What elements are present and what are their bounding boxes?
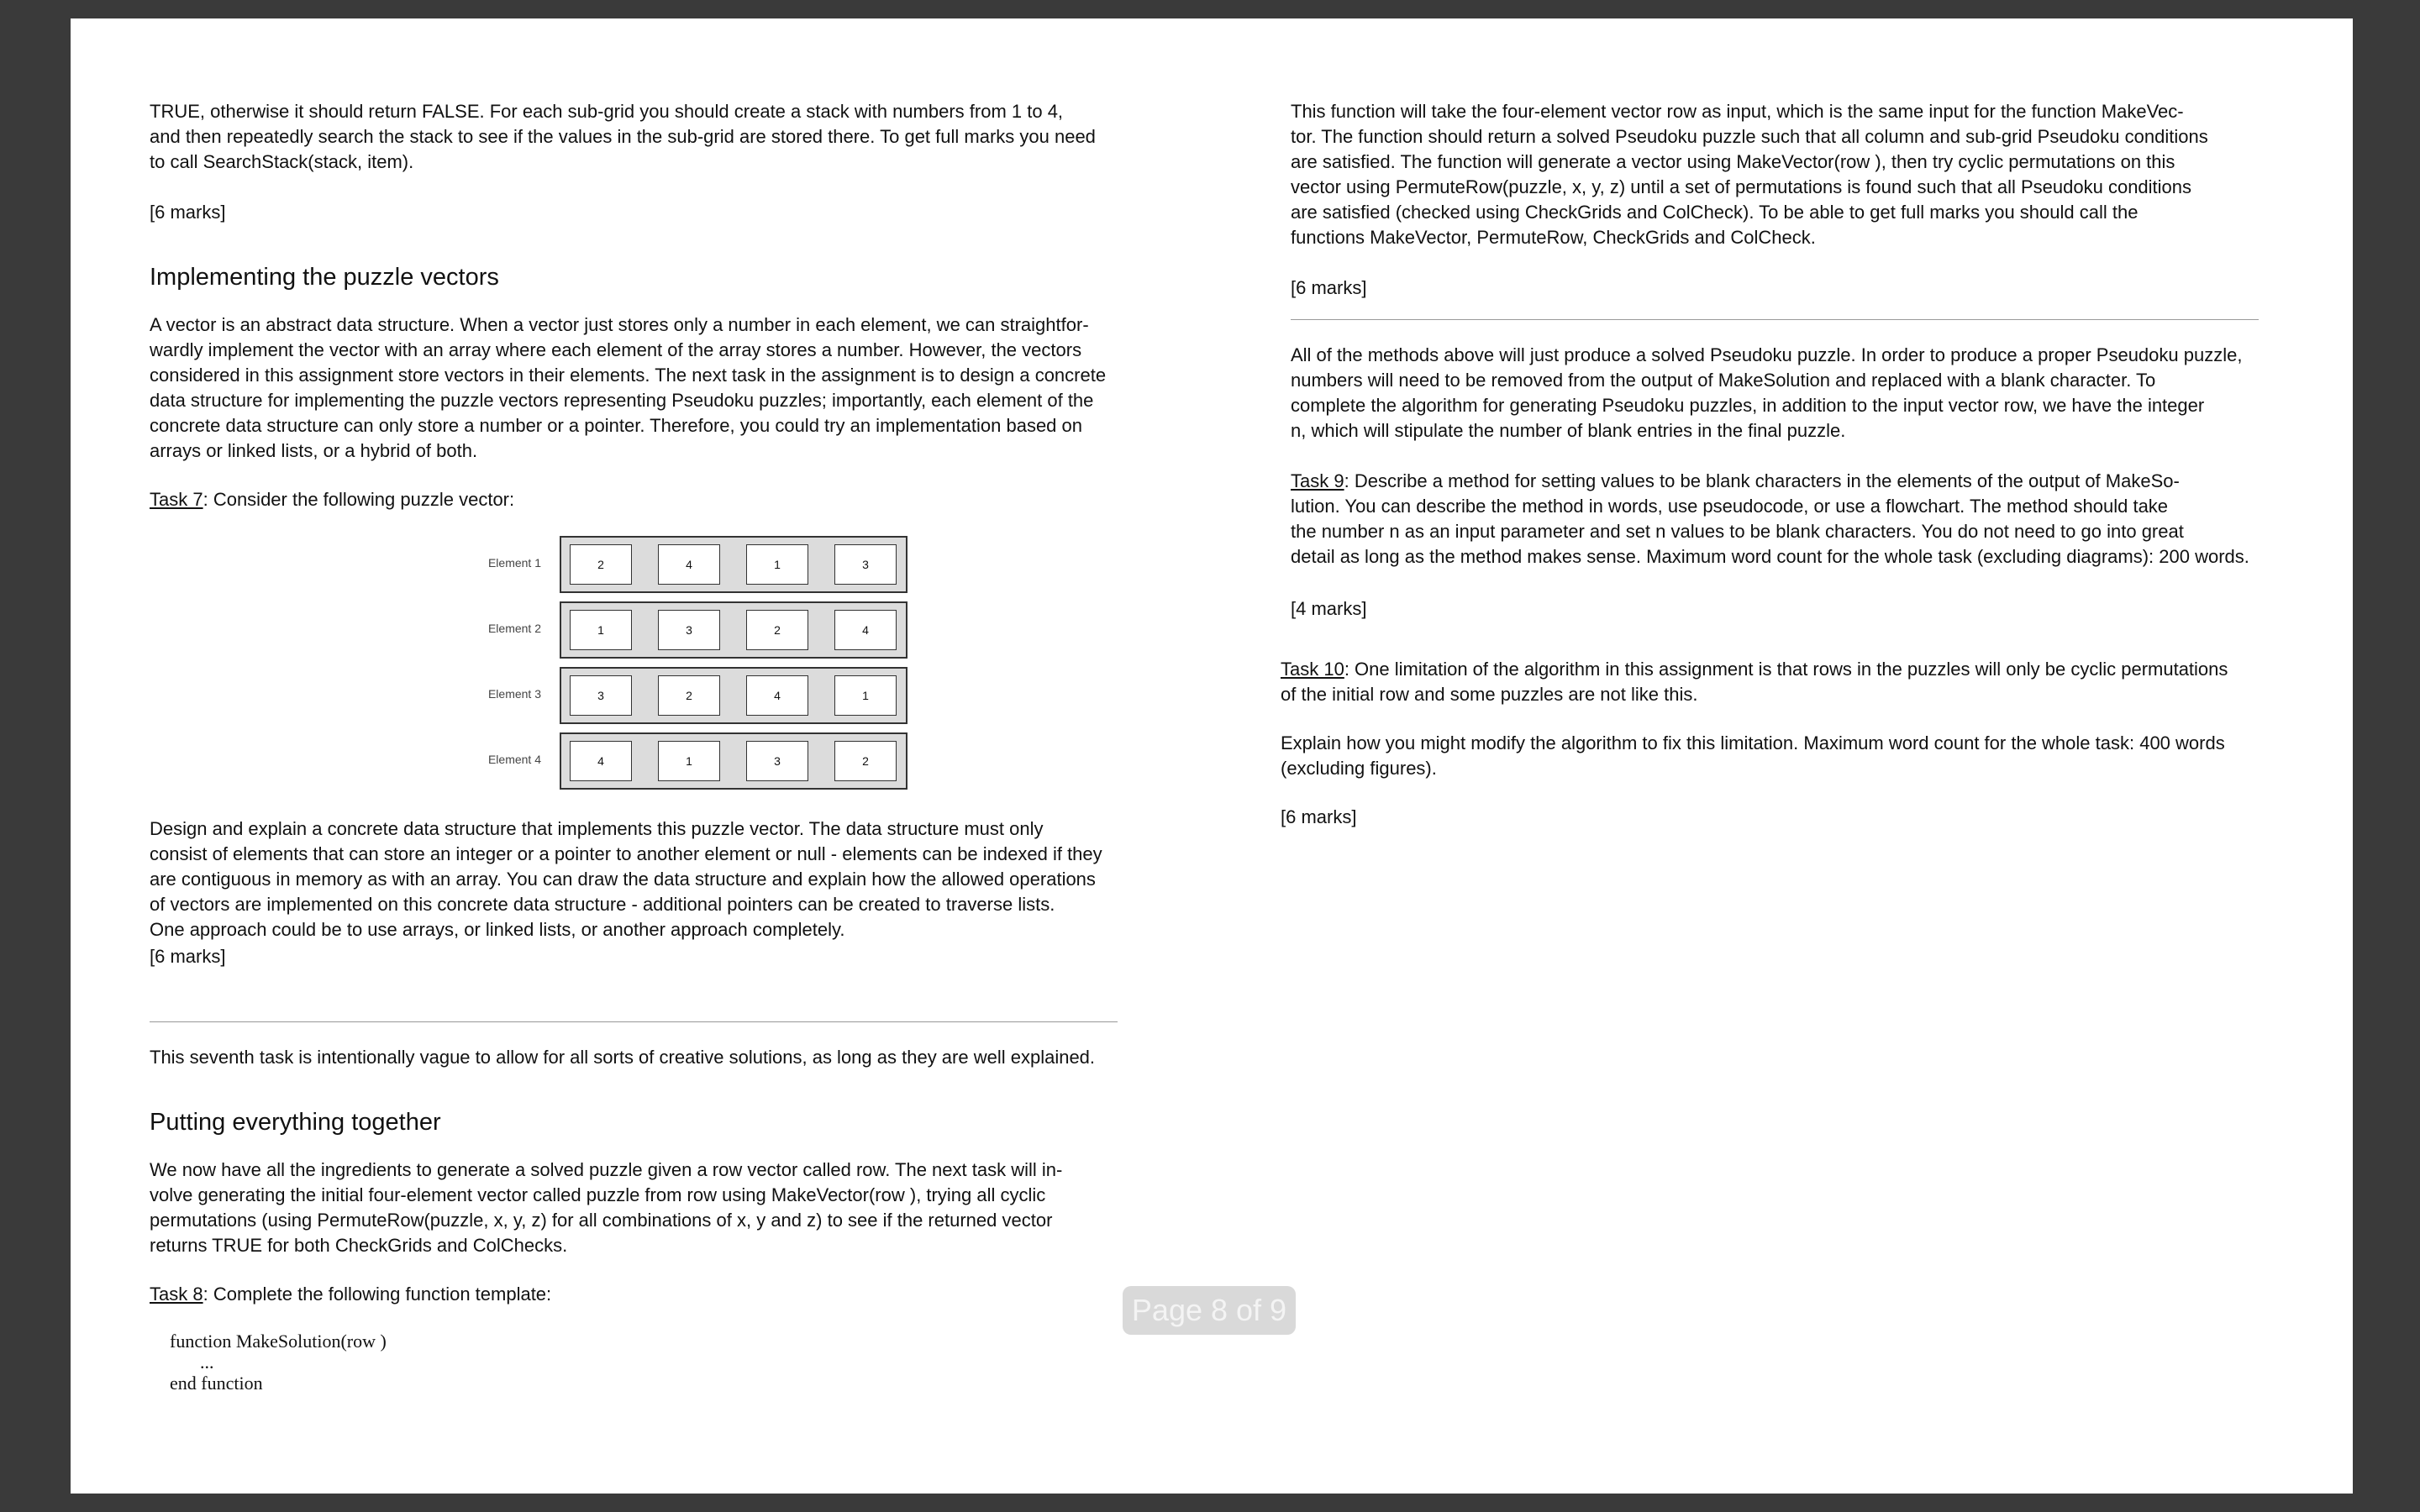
para-line: A vector is an abstract data structure. When a vector just stores only a number in each element, we can straightfor- — [150, 314, 1089, 335]
task9-paragraph — [1291, 469, 2259, 570]
para-line: numbers will need to be removed from the output of MakeSolution and replaced with a blank character. To — [1291, 370, 2156, 391]
vector-paragraph — [150, 312, 1118, 464]
element-label: Element 2 — [487, 622, 541, 635]
cell-value: 4 — [570, 741, 632, 781]
task7-line — [150, 487, 514, 512]
cell-value: 3 — [570, 675, 632, 716]
para-line: functions MakeVector, PermuteRow, CheckGrids and ColCheck. — [1291, 227, 1816, 248]
vector-element-row — [407, 536, 869, 595]
para-line: vector using PermuteRow(puzzle, x, y, z) until a set of permutations is found such that all Pseudoku conditions — [1291, 176, 2192, 197]
function-paragraph — [1291, 99, 2259, 250]
para-line: are satisfied. The function will generate a vector using MakeVector(row ), then try cyclic permutations on this — [1291, 151, 2175, 172]
code-line: end function — [170, 1373, 263, 1394]
explain-paragraph — [1281, 731, 2264, 781]
vector-element-row — [407, 732, 869, 791]
cell-value: 3 — [834, 544, 897, 585]
cell-value: 3 — [746, 741, 808, 781]
para-line: All of the methods above will just produce a solved Pseudoku puzzle. In order to produce a proper Pseudoku puzzle, — [1291, 344, 2243, 365]
element-label: Element 4 — [487, 753, 541, 766]
vector-element-row — [407, 667, 869, 726]
intro-line: to call SearchStack(stack, item). — [150, 151, 414, 172]
element-box — [560, 601, 908, 659]
cell-value: 2 — [570, 544, 632, 585]
para-line: of vectors are implemented on this concrete data structure - additional pointers can be created to traverse lists. — [150, 894, 1055, 915]
intro-paragraph — [150, 99, 1118, 175]
para-line: volve generating the initial four-element vector called puzzle from row using MakeVector(row ), trying all cyclic — [150, 1184, 1046, 1205]
cell-value: 4 — [834, 610, 897, 650]
cell-value: 1 — [834, 675, 897, 716]
para-line: considered in this assignment store vectors in their elements. The next task in the assignment is to design a concrete — [150, 365, 1107, 386]
para-line: are contiguous in memory as with an array. You can draw the data structure and explain how the allowed operations — [150, 869, 1096, 890]
para-line: of the initial row and some puzzles are not like this. — [1281, 684, 1698, 705]
task7-text: : Consider the following puzzle vector: — [203, 489, 515, 510]
cell-value: 2 — [834, 741, 897, 781]
para-line: Explain how you might modify the algorithm to fix this limitation. Maximum word count for the whole task: 400 words — [1281, 732, 2225, 753]
intro-line: and then repeatedly search the stack to see if the values in the sub-grid are stored there. To get full marks you need — [150, 126, 1096, 147]
code-line: ... — [200, 1352, 214, 1373]
para-line: the number n as an input parameter and set n values to be blank characters. You do not need to go into great — [1291, 521, 2184, 542]
element-label: Element 3 — [487, 687, 541, 701]
task8-label: Task 8 — [150, 1284, 203, 1305]
page-indicator: Page 8 of 9 — [1123, 1286, 1296, 1335]
para-line: We now have all the ingredients to generate a solved puzzle given a row vector called row. The next task will in- — [150, 1159, 1063, 1180]
together-paragraph — [150, 1158, 1118, 1258]
section-heading: Implementing the puzzle vectors — [150, 264, 499, 291]
para-line: : Describe a method for setting values to be blank characters in the elements of the output of MakeSo- — [1344, 470, 2180, 491]
para-line: permutations (using PermuteRow(puzzle, x, y, z) for all combinations of x, y and z) to see if the returned vector — [150, 1210, 1053, 1231]
task8-text: : Complete the following function template: — [203, 1284, 552, 1305]
code-line: function MakeSolution(row ) — [170, 1331, 387, 1352]
element-box — [560, 732, 908, 790]
marks-label: [4 marks] — [1291, 598, 1367, 619]
marks-label: [6 marks] — [1281, 806, 1357, 827]
element-label: Element 1 — [487, 556, 541, 570]
divider — [150, 1021, 1118, 1022]
seventh-note: This seventh task is intentionally vague to allow for all sorts of creative solutions, as long as they are well explained. — [150, 1047, 1096, 1068]
marks-label: [6 marks] — [1291, 277, 1367, 298]
vector-element-row — [407, 601, 869, 660]
cell-value: 1 — [746, 544, 808, 585]
code-block — [170, 1329, 387, 1396]
para-line: tor. The function should return a solved Pseudoku puzzle such that all column and sub-grid Pseudoku conditions — [1291, 126, 2208, 147]
task8-line — [150, 1282, 551, 1307]
element-box — [560, 536, 908, 593]
para-line: Design and explain a concrete data structure that implements this puzzle vector. The data structure must only — [150, 818, 1044, 839]
cell-value: 3 — [658, 610, 720, 650]
task10-label: Task 10 — [1281, 659, 1344, 680]
para-line: : One limitation of the algorithm in this assignment is that rows in the puzzles will only be cyclic permutations — [1344, 659, 2228, 680]
cell-value: 1 — [658, 741, 720, 781]
cell-value: 1 — [570, 610, 632, 650]
para-line: n, which will stipulate the number of blank entries in the final puzzle. — [1291, 420, 1846, 441]
cell-value: 4 — [746, 675, 808, 716]
task9-label: Task 9 — [1291, 470, 1344, 491]
para-line: One approach could be to use arrays, or linked lists, or another approach completely. — [150, 919, 845, 940]
marks-label: [6 marks] — [150, 202, 226, 223]
marks-label: [6 marks] — [150, 946, 226, 967]
para-line: This function will take the four-element vector row as input, which is the same input for the function MakeVec- — [1291, 101, 2184, 122]
para-line: complete the algorithm for generating Pseudoku puzzles, in addition to the input vector row, we have the integer — [1291, 395, 2205, 416]
divider — [1291, 319, 2259, 320]
cell-value: 2 — [746, 610, 808, 650]
intro-line: TRUE, otherwise it should return FALSE. For each sub-grid you should create a stack with numbers from 1 to 4, — [150, 101, 1064, 122]
para-line: wardly implement the vector with an array where each element of the array stores a number. However, the vectors — [150, 339, 1082, 360]
para-line: are satisfied (checked using CheckGrids and ColCheck). To be able to get full marks you should call the — [1291, 202, 2139, 223]
para-line: arrays or linked lists, or a hybrid of both. — [150, 440, 478, 461]
task7-label: Task 7 — [150, 489, 203, 510]
para-line: consist of elements that can store an integer or a pointer to another element or null - elements can be indexed if they — [150, 843, 1102, 864]
design-paragraph — [150, 816, 1118, 942]
para-line: concrete data structure can only store a number or a pointer. Therefore, you could try an implementation based on — [150, 415, 1083, 436]
task10-paragraph — [1281, 657, 2264, 707]
para-line: data structure for implementing the puzzle vectors representing Pseudoku puzzles; importantly, each element of the — [150, 390, 1094, 411]
blank-paragraph — [1291, 343, 2259, 444]
para-line: detail as long as the method makes sense. Maximum word count for the whole task (excluding diagrams): 200 words. — [1291, 546, 2249, 567]
document-page — [71, 18, 2353, 1494]
para-line: lution. You can describe the method in words, use pseudocode, or use a flowchart. The method should take — [1291, 496, 2169, 517]
cell-value: 4 — [658, 544, 720, 585]
cell-value: 2 — [658, 675, 720, 716]
para-line: returns TRUE for both CheckGrids and ColChecks. — [150, 1235, 568, 1256]
section-heading: Putting everything together — [150, 1109, 441, 1136]
para-line: (excluding figures). — [1281, 758, 1437, 779]
element-box — [560, 667, 908, 724]
